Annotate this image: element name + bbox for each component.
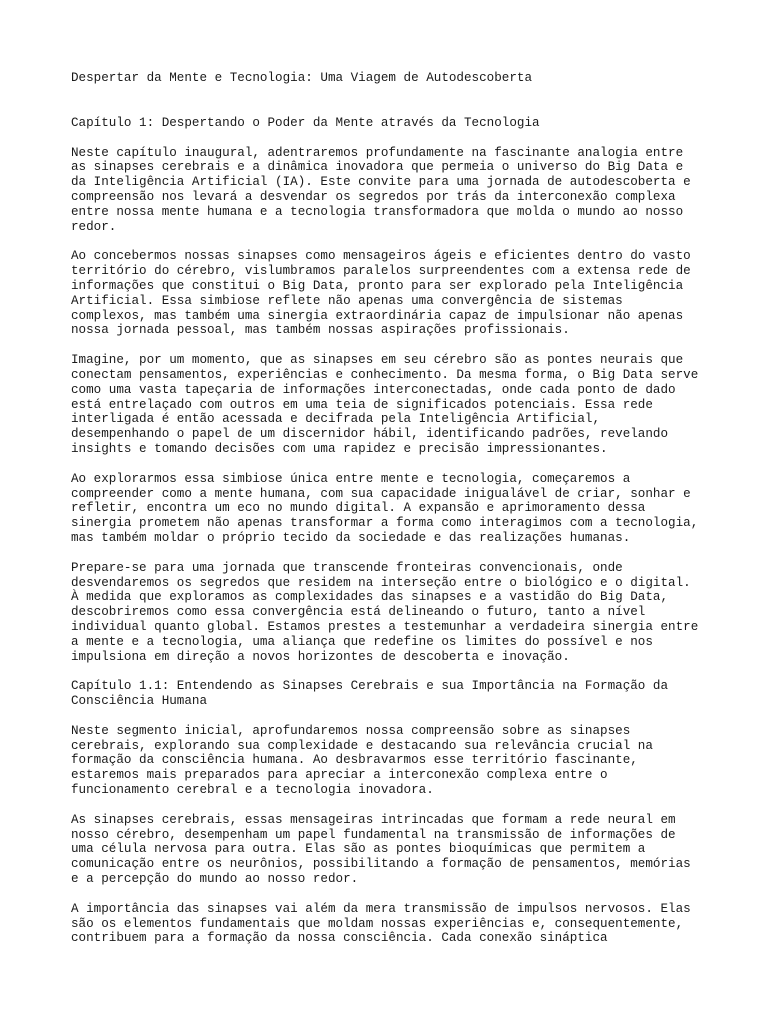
paragraph-line: está entrelaçado com outros em uma teia de significados potenciais. Essa rede [71, 397, 653, 412]
paragraph-line: desempenhando o papel de um discernidor hábil, identificando padrões, revelando [71, 427, 669, 442]
paragraph-line: sinergia prometem não apenas transformar a forma como interagimos com a tecnologia, [71, 516, 699, 531]
paragraph-line: a mente e a tecnologia, uma aliança que redefine os limites do possível e nos [71, 634, 653, 649]
paragraph-line: compreensão nos levará a desvendar os segredos por trás da interconexão complexa [71, 189, 676, 204]
paragraph-line: impulsiona em direção a novos horizontes de descoberta e inovação. [71, 649, 570, 664]
paragraph-line: desvendaremos os segredos que residem na interseção entre o biológico e o digital. [71, 575, 691, 590]
paragraph-line: À medida que exploramos as complexidades das sinapses e a vastidão do Big Data, [71, 590, 669, 605]
paragraph-line: informações que constitui o Big Data, pronto para ser explorado pela Inteligência [71, 278, 684, 293]
document-title: Despertar da Mente e Tecnologia: Uma Viagem de Autodescoberta [71, 71, 533, 85]
paragraph-line: complexos, mas também uma sinergia extraordinária capaz de impulsionar não apenas [71, 308, 684, 323]
paragraph-line: e a percepção do mundo ao nosso redor. [71, 872, 359, 887]
paragraph-line: Artificial. Essa simbiose reflete não apenas uma convergência de sistemas [71, 293, 623, 308]
paragraph [71, 724, 711, 798]
paragraph [71, 146, 711, 235]
paragraph-line: como uma vasta tapeçaria de informações interconectadas, onde cada ponto de dado [71, 382, 676, 397]
paragraph-line: As sinapses cerebrais, essas mensageiras intrincadas que formam a rede neural em [71, 812, 676, 827]
paragraph-line: uma célula nervosa para outra. Elas são as pontes bioquímicas que permitem a [71, 842, 646, 857]
paragraph-line: Ao explorarmos essa simbiose única entre mente e tecnologia, começaremos a [71, 471, 631, 486]
paragraph-line: A importância das sinapses vai além da mera transmissão de impulsos nervosos. Elas [71, 901, 691, 916]
paragraph-line: são os elementos fundamentais que moldam nossas experiências e, consequentemente, [71, 916, 684, 931]
paragraph-line: Imagine, por um momento, que as sinapses em seu cérebro são as pontes neurais que [71, 353, 684, 368]
chapter-body [71, 146, 711, 665]
paragraph [71, 249, 711, 338]
paragraph [71, 902, 711, 946]
paragraph [71, 813, 711, 887]
paragraph-line: refletir, encontra um eco no mundo digital. A expansão e aprimoramento dessa [71, 501, 646, 516]
paragraph-line: Ao concebermos nossas sinapses como mensageiros ágeis e eficientes dentro do vasto [71, 249, 691, 264]
paragraph-line: interligada é então acessada e decifrada pela Inteligência Artificial, [71, 412, 601, 427]
paragraph-line: Neste segmento inicial, aprofundaremos nossa compreensão sobre as sinapses [71, 723, 631, 738]
section-heading [71, 679, 711, 709]
paragraph-line: descobriremos como essa convergência está delineando o futuro, tanto a nível [71, 605, 646, 620]
paragraph-line: formação da consciência humana. Ao desbravarmos esse território fascinante, [71, 753, 638, 768]
paragraph-line: Prepare-se para uma jornada que transcende fronteiras convencionais, onde [71, 560, 623, 575]
paragraph-line: da Inteligência Artificial (IA). Este convite para uma jornada de autodescoberta e [71, 175, 691, 190]
paragraph-line: compreender como a mente humana, com sua capacidade inigualável de criar, sonhar e [71, 486, 691, 501]
paragraph-line: funcionamento cerebral e a tecnologia inovadora. [71, 783, 434, 798]
paragraph-line: as sinapses cerebrais e a dinâmica inovadora que permeia o universo do Big Data e [71, 160, 684, 175]
paragraph-line: estaremos mais preparados para apreciar a interconexão complexa entre o [71, 768, 608, 783]
paragraph-line: nossa jornada pessoal, mas também nossas aspirações profissionais. [71, 323, 570, 338]
paragraph-line: conectam pensamentos, experiências e conhecimento. Da mesma forma, o Big Data serve [71, 367, 699, 382]
section-body [71, 724, 711, 946]
paragraph-line: redor. [71, 219, 117, 234]
paragraph [71, 353, 711, 457]
paragraph-line: território do cérebro, vislumbramos paralelos surpreendentes com a extensa rede de [71, 264, 691, 279]
paragraph [71, 472, 711, 546]
paragraph-line: entre nossa mente humana e a tecnologia transformadora que molda o mundo ao nosso [71, 204, 684, 219]
section-heading-line: Capítulo 1.1: Entendendo as Sinapses Cerebrais e sua Importância na Formação da [71, 679, 669, 694]
paragraph-line: mas também moldar o próprio tecido da sociedade e das realizações humanas. [71, 530, 631, 545]
paragraph-line: individual quanto global. Estamos prestes a testemunhar a verdadeira sinergia entre [71, 619, 699, 634]
paragraph-line: comunicação entre os neurônios, possibilitando a formação de pensamentos, memórias [71, 857, 691, 872]
chapter-heading: Capítulo 1: Despertando o Poder da Mente através da Tecnologia [71, 115, 540, 130]
section-heading-line: Consciência Humana [71, 694, 208, 709]
document-page [71, 71, 711, 961]
paragraph [71, 561, 711, 665]
paragraph-line: nosso cérebro, desempenham um papel fundamental na transmissão de informações de [71, 827, 676, 842]
paragraph-line: Neste capítulo inaugural, adentraremos profundamente na fascinante analogia entre [71, 145, 684, 160]
paragraph-line: contribuem para a formação da nossa consciência. Cada conexão sináptica [71, 931, 608, 946]
paragraph-line: insights e tomando decisões com uma rapidez e precisão impressionantes. [71, 441, 608, 456]
paragraph-line: cerebrais, explorando sua complexidade e destacando sua relevância crucial na [71, 738, 653, 753]
